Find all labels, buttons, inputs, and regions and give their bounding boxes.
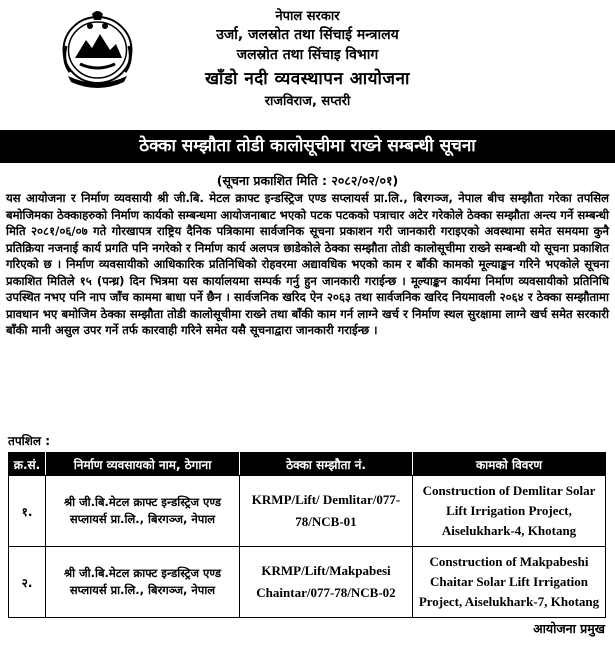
row-work-description: Construction of Makpabeshi Chaitar Solar Lift Irrigation Project, Aiselukhark-7, Khotang xyxy=(413,547,606,618)
details-caption: तपशिल : xyxy=(8,434,51,448)
table-row xyxy=(9,547,606,618)
contracts-table xyxy=(8,452,606,618)
letterhead xyxy=(0,0,615,118)
row-contract-no: KRMP/Lift/ Demlitar/077-78/NCB-01 xyxy=(240,476,413,547)
notice-title: ठेक्का सम्झौता तोडी कालोसूचीमा राख्ने सम्बन्धी सूचना xyxy=(0,130,615,163)
row-contractor: श्री जी.बि.मेटल क्राफ्ट इन्डस्ट्रिज एण्ड सप्लायर्स प्रा.लि., बिरगञ्ज, नेपाल xyxy=(46,476,240,547)
header-sn: क्र.सं. xyxy=(9,453,46,476)
notice-body: यस आयोजना र निर्माण व्यवसायी श्री जी.बि. मेटल क्राफ्ट इन्डस्ट्रिज एण्ड सप्लायर्स प्रा.लि., बिरगञ्ज, नेपाल बीच सम्झौता गरेका तपसिल बमोजिमका ठेक्काहरुको निर्माण कार्यको सम्बन्धमा आयोजनाबाट भएको पटक पटकको पत्राचार अटेर गरेकोले ठेक्का सम्झौता अन्त्य गर्ने सम्बन्धी मिति २०८१/०६/०७ गते गोरखापत्र राष्ट्रिय दैनिक पत्रिकामा सार्वजनिक सूचना प्रकाशन गरी जानकारी गराइएको अवस्थामा समेत समयमा कुनै प्रतिक्रिया नजनाई कार्य प्रगति पनि नगरेको र निर्माण कार्य अलपत्र छाडेकोले ठेक्का सम्झौता तोडी कालोसूचीमा राख्ने सम्बन्धी यो सूचना प्रकाशित गरिएको छ । निर्माण व्यवसायीको आधिकारिक प्रतिनिधिको रोहवरमा अद्यावधिक भएको काम र बाँकी कामको मूल्याङ्कन गरिने भएकोले सूचना प्रकाशित मितिले १५ (पन्ध्र) दिन भित्रमा यस कार्यालयमा सम्पर्क गर्नु हुन जानकारी गराईन्छ । मूल्याङ्कन कार्यमा निर्माण व्यवसायीको प्रतिनिधि उपस्थित नभए पनि नाप जाँच काममा बाधा पर्ने छैन । सार्वजनिक खरिद ऐन २०६३ तथा सार्वजनिक खरिद नियमावली २०६४ र ठेक्का सम्झौतामा प्रावधान भए बमोजिम ठेक्का सम्झौता तोडी कालोसूचीमा राख्ने तथा बाँकी काम गर्न लाग्ने खर्च र निर्माण स्थल सुरक्षामा लाग्ने खर्च समेत सरकारी बाँकी मानी असुल उपर गर्ने तर्फ कारवाही गरिने समेत यसै सूचनाद्वारा जानकारी गराईन्छ । xyxy=(6,191,609,337)
signatory: आयोजना प्रमुख xyxy=(533,621,605,636)
row-sn: २. xyxy=(9,547,46,618)
project-name: खाँडो नदी व्यवस्थापन आयोजना xyxy=(205,69,410,89)
ministry-name: उर्जा, जलस्रोत तथा सिंचाई मन्त्रालय xyxy=(216,27,399,43)
row-contractor: श्री जी.बि.मेटल क्राफ्ट इन्डस्ट्रिज एण्ड सप्लायर्स प्रा.लि., बिरगञ्ज, नेपाल xyxy=(46,547,240,618)
header-contractor: निर्माण व्यवसायको नाम, ठेगाना xyxy=(46,453,240,476)
office-location: राजविराज, सप्तरी xyxy=(264,94,351,109)
header-work-description: कामको विवरण xyxy=(413,453,606,476)
publication-date: (सूचना प्रकाशित मिति : २०८२/०२/०१) xyxy=(216,173,399,188)
row-work-description: Construction of Demlitar Solar Lift Irrigation Project, Aiselukhark-4, Khotang xyxy=(413,476,606,547)
department-name: जलस्रोत तथा सिंचाइ विभाग xyxy=(236,47,379,63)
row-contract-no: KRMP/Lift/Makpabesi Chaintar/077-78/NCB-02 xyxy=(240,547,413,618)
table-row xyxy=(9,476,606,547)
row-sn: १. xyxy=(9,476,46,547)
table-header-row xyxy=(9,453,606,476)
government-name: नेपाल सरकार xyxy=(275,9,340,24)
header-contract-no: ठेक्का सम्झौता नं. xyxy=(240,453,413,476)
